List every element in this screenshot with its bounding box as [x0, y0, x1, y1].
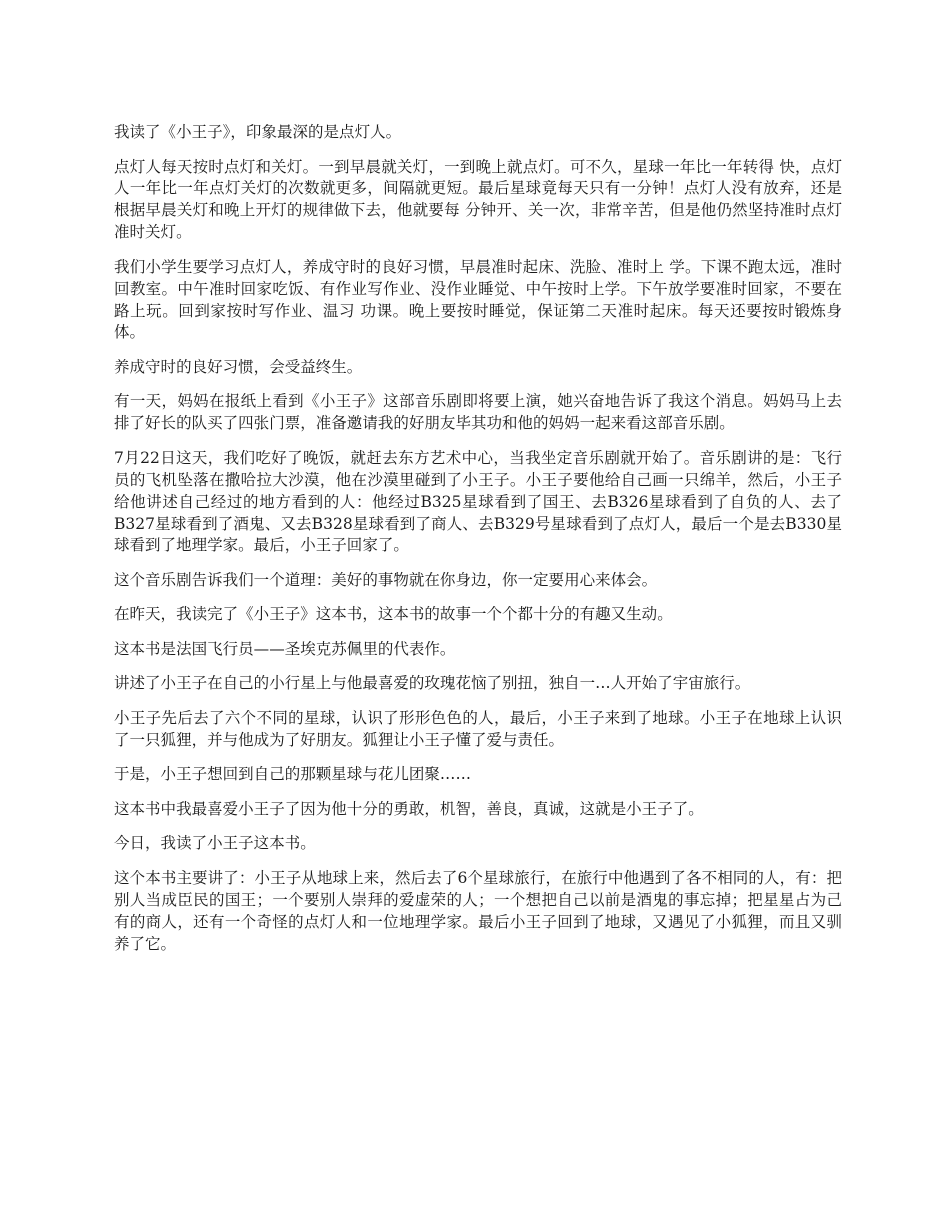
paragraph-1: 我读了《小王子》，印象最深的是点灯人。	[114, 123, 402, 141]
paragraph-13: 这本书中我最喜爱小王子了因为他十分的勇敢，机智，善良，真诚，这就是小王子了。	[114, 799, 704, 818]
paragraph-2: 点灯人每天按时点灯和关灯。一到早晨就关灯，一到晚上就点灯。可不久，星球一年比一年转得 快，点灯人一年比一年点灯关灯的次数就更多，间隔就更短。最后星球竟每天只有一分钟！点灯人没有放弃，还是根据早晨关灯和晚上开灯的规律做下去，他就要每 分钟开、关一次，非常辛苦，但是他仍然坚持准时点灯准时关灯。	[114, 157, 842, 242]
paragraph-12: 于是，小王子想回到自己的那颗星球与花儿团聚……	[114, 765, 471, 784]
paragraph-7: 这个音乐剧告诉我们一个道理：美好的事物就在你身边，你一定要用心来体会。	[114, 570, 658, 589]
paragraph-14: 今日，我读了小王子这本书。	[114, 834, 316, 853]
paragraph-8: 在昨天，我读完了《小王子》这本书，这本书的故事一个个都十分的有趣又生动。	[114, 605, 673, 624]
paragraph-6: 7月22日这天，我们吃好了晚饭，就赶去东方艺术中心，当我坐定音乐剧就开始了。音乐剧讲的是：飞行员的飞机坠落在撒哈拉大沙漠，他在沙漠里碰到了小王子。小王子要他给自己画一只绵羊，然后，小王子给他讲述自己经过的地方看到的人：他经过B325星球看到了国王、去B326星球看到了自负的人、去了B327星球看到了酒鬼、又去B328星球看到了商人、去B329号星球看到了点灯人，最后一个是去B330星球看到了地理学家。最后，小王子回家了。	[114, 448, 842, 555]
paragraph-5: 有一天，妈妈在报纸上看到《小王子》这部音乐剧即将要上演，她兴奋地告诉了我这个消息。妈妈马上去排了好长的队买了四张门票，准备邀请我的好朋友毕其功和他的妈妈一起来看这部音乐剧。	[114, 392, 842, 433]
document-body	[114, 122, 842, 968]
paragraph-4: 养成守时的良好习惯，会受益终生。	[114, 357, 363, 376]
paragraph-15: 这个本书主要讲了：小王子从地球上来，然后去了6个星球旅行，在旅行中他遇到了各不相同的人，有：把别人当成臣民的国王；一个要别人崇拜的爱虚荣的人；一个想把自己以前是酒鬼的事忘掉；把星星占为己有的商人，还有一个奇怪的点灯人和一位地理学家。最后小王子回到了地球，又遇见了小狐狸，而且又驯养了它。	[114, 868, 842, 953]
paragraph-3: 我们小学生要学习点灯人，养成守时的良好习惯，早晨准时起床、洗脸、准时上 学。下课不跑太远，准时回教室。中午准时回家吃饭、有作业写作业、没作业睡觉、中午按时上学。下午放学要准时回家，不要在路上玩。回到家按时写作业、温习 功课。晚上要按时睡觉，保证第二天准时起床。每天还要按时锻炼身体。	[114, 257, 842, 342]
paragraph-11: 小王子先后去了六个不同的星球，认识了形形色色的人，最后，小王子来到了地球。小王子在地球上认识了一只狐狸，并与他成为了好朋友。狐狸让小王子懂了爱与责任。	[114, 708, 842, 749]
paragraph-9: 这本书是法国飞行员——圣埃克苏佩里的代表作。	[114, 639, 456, 658]
paragraph-10: 讲述了小王子在自己的小行星上与他最喜爱的玫瑰花恼了别扭，独自一…人开始了宇宙旅行。	[114, 674, 751, 693]
